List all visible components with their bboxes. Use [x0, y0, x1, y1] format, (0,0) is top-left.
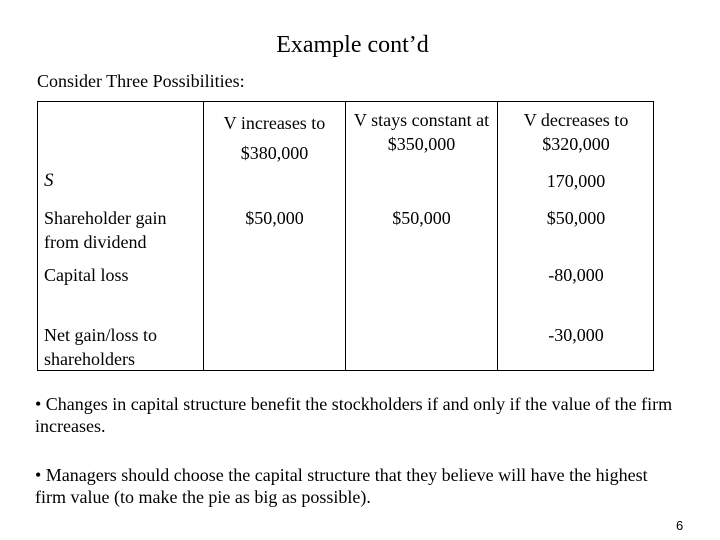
table-cell-gain-decrease: $50,000 — [546, 208, 606, 228]
row-label-net-gain-loss: Net gain/loss to shareholders — [44, 325, 157, 369]
slide-subtitle: Consider Three Possibilities: — [37, 71, 245, 91]
table-cell-capital-loss-decrease: -80,000 — [548, 265, 604, 285]
row-label-shareholder-gain: Shareholder gain from dividend — [44, 208, 167, 252]
bullet-point: • Managers should choose the capital structure that they believe will have the highest firm value (to make the pie as big as possible). — [35, 465, 648, 507]
table-cell-s-decrease: 170,000 — [546, 171, 606, 191]
possibilities-table — [37, 101, 654, 371]
table-cell-net-decrease: -30,000 — [548, 325, 604, 345]
slide-title: Example cont’d — [276, 32, 429, 58]
table-cell-gain-increase: $50,000 — [245, 208, 304, 228]
table-cell-gain-constant: $50,000 — [392, 208, 451, 228]
table-header-v-decreases: V decreases to $320,000 — [523, 110, 629, 154]
bullet-point: • Changes in capital structure benefit the stockholders if and only if the value of the firm increases. — [35, 394, 673, 436]
table-header-v-constant: V stays constant at $350,000 — [353, 110, 490, 154]
row-label-capital-loss: Capital loss — [44, 265, 129, 285]
row-label-s: S — [44, 170, 54, 191]
table-header-v-increases: V increases to $380,000 — [223, 113, 326, 163]
page-number: 6 — [676, 518, 684, 533]
